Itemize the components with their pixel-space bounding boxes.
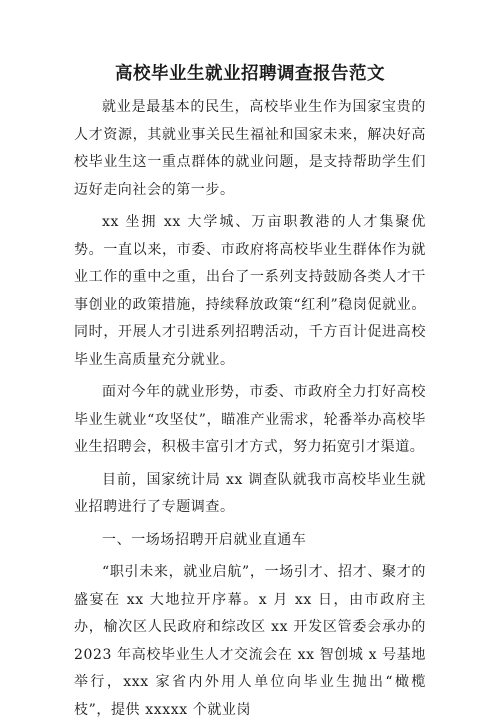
document-title: 高校毕业生就业招聘调查报告范文 xyxy=(115,64,385,84)
paragraph-intro: 就业是最基本的民生，高校毕业生作为国家宝贵的人才资源，其就业事关民生福祉和国家未来，解决好高校毕业生这一重点群体的就业问题，是支持帮助学生们迈好走向社会的第一步。 xyxy=(74,99,426,198)
paragraph-talent-advantage: xx 坐拥 xx 大学城、万亩职教港的人才集聚优势。一直以来，市委、市政府将高校毕业生群体作为就业工作的重中之重，出台了一系列支持鼓励各类人才干事创业的政策措施，持续释放政策“红利”稳岗促就业。同时，开展人才引进系列招聘活动，千方百计促进高校毕业生高质量充分就业。 xyxy=(74,214,426,368)
paragraph-survey-note: 目前，国家统计局 xx 调查队就我市高校毕业生就业招聘进行了专题调查。 xyxy=(74,471,426,515)
section-heading: 一、一场场招聘开启就业直通车 xyxy=(102,531,307,548)
paragraph-employment-situation: 面对今年的就业形势，市委、市政府全力打好高校毕业生就业“攻坚仗”，瞄准产业需求，轮番举办高校毕业生招聘会，积极丰富引才方式，努力拓宽引才渠道。 xyxy=(74,384,426,455)
paragraph-job-fair: “职引未来，就业启航”，一场引才、招才、聚才的盛宴在 xx 大地拉开序幕。x 月 xx 日，由市政府主办，榆次区人民政府和综改区 xx 开发区管委会承办的 2023 年高校毕业生人才交流会在 xx 智创城 x 号基地举行，xxx 家省内外用人单位向毕业生抛出“橄榄枝”，提供 xxxxx 个就业岗 xyxy=(74,564,426,718)
